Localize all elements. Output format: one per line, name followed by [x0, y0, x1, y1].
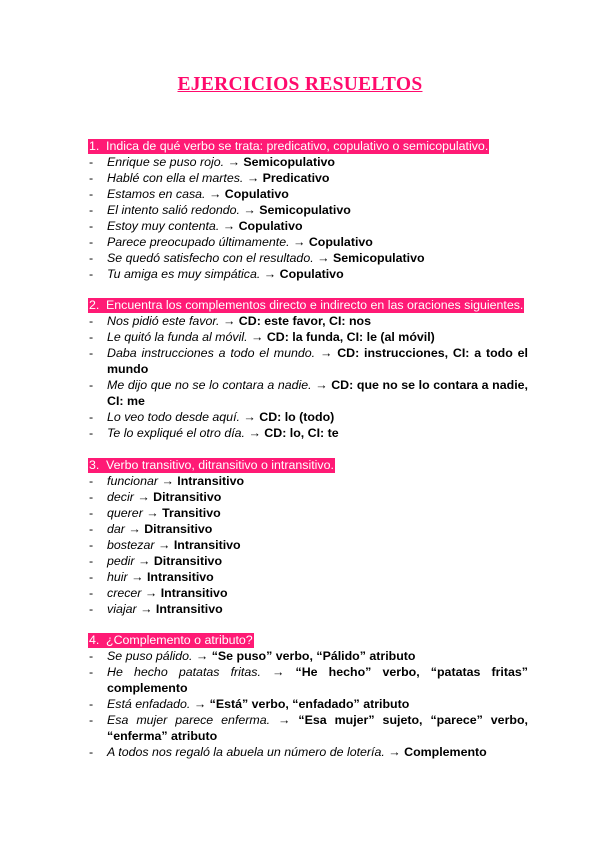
- answer: Semicopulativo: [243, 155, 335, 169]
- example-sentence: A todos nos regaló la abuela un número de lotería.: [107, 745, 385, 759]
- answer: CD: este favor, CI: nos: [238, 314, 371, 328]
- list-item: [88, 329, 528, 345]
- example-sentence: Parece preocupado últimamente.: [107, 235, 290, 249]
- arrow-icon: →: [263, 267, 277, 281]
- list-item: [88, 601, 528, 617]
- example-sentence: Hablé con ella el martes.: [107, 171, 244, 185]
- arrow-icon: →: [138, 554, 151, 568]
- arrow-icon: →: [140, 602, 153, 616]
- answer: Copulativo: [279, 267, 344, 281]
- example-sentence: Me dijo que no se lo contara a nadie.: [107, 378, 312, 392]
- example-sentence: bostezar: [107, 538, 155, 552]
- arrow-icon: →: [137, 490, 150, 504]
- arrow-icon: →: [195, 649, 209, 663]
- example-sentence: El intento salió redondo.: [107, 203, 240, 217]
- arrow-icon: →: [128, 522, 141, 536]
- list-item: [88, 154, 528, 170]
- example-sentence: huir: [107, 570, 128, 584]
- arrow-icon: →: [272, 665, 285, 679]
- section-heading: [88, 297, 528, 313]
- list-item: [88, 537, 528, 553]
- answer: Semicopulativo: [332, 251, 425, 265]
- section-title: Indica de qué verbo se trata: predicativo, copulativo o semicopulativo.: [106, 139, 489, 153]
- example-sentence: Te lo expliqué el otro día.: [107, 426, 245, 440]
- list-item: [88, 585, 528, 601]
- section-number: 1.: [89, 139, 100, 153]
- arrow-icon: →: [317, 251, 330, 265]
- answer: CD: lo, CI: te: [264, 426, 339, 440]
- arrow-icon: →: [315, 378, 328, 392]
- section-title: Verbo transitivo, ditransitivo o intransitivo.: [106, 458, 334, 472]
- section-title: Encuentra los complementos directo e indirecto en las oraciones siguientes.: [106, 298, 524, 312]
- list-item: [88, 664, 528, 696]
- answer: CD: instrucciones, CI: a todo el mundo: [107, 346, 528, 376]
- answer: “Se puso” verbo, “Pálido” atributo: [211, 649, 416, 663]
- arrow-icon: →: [292, 235, 306, 249]
- list-item: [88, 250, 528, 266]
- answer: CD: que no se lo contara a nadie, CI: me: [107, 378, 528, 408]
- answer: “He hecho” verbo, “patatas fritas” complemento: [107, 665, 528, 695]
- example-sentence: querer: [107, 506, 143, 520]
- answer: Intransitivo: [160, 586, 228, 600]
- example-sentence: pedir: [107, 554, 135, 568]
- example-sentence: Se puso pálido.: [107, 649, 193, 663]
- list-item: [88, 218, 528, 234]
- section-number: 2.: [89, 298, 100, 312]
- arrow-icon: →: [161, 474, 174, 488]
- section-4: [88, 632, 528, 760]
- arrow-icon: →: [144, 586, 158, 600]
- arrow-icon: →: [319, 346, 333, 360]
- answer: CD: lo (todo): [259, 410, 335, 424]
- answer: “Está” verbo, “enfadado” atributo: [209, 697, 410, 711]
- example-sentence: viajar: [107, 602, 137, 616]
- list-item: [88, 569, 528, 585]
- example-sentence: Daba instrucciones a todo el mundo.: [107, 346, 316, 360]
- example-sentence: Esa mujer parece enferma.: [107, 713, 271, 727]
- exercise-list: [88, 473, 528, 617]
- example-sentence: Tu amiga es muy simpática.: [107, 267, 261, 281]
- answer: Ditransitivo: [144, 522, 213, 536]
- arrow-icon: →: [222, 219, 236, 233]
- list-item: [88, 409, 528, 425]
- list-item: [88, 313, 528, 329]
- example-sentence: He hecho patatas fritas.: [107, 665, 261, 679]
- list-item: [88, 521, 528, 537]
- section-number: 4.: [89, 633, 100, 647]
- arrow-icon: →: [157, 538, 171, 552]
- answer: Intransitivo: [155, 602, 223, 616]
- example-sentence: Estamos en casa.: [107, 187, 206, 201]
- arrow-icon: →: [248, 426, 261, 440]
- list-item: [88, 553, 528, 569]
- list-item: [88, 234, 528, 250]
- example-sentence: Le quitó la funda al móvil.: [107, 330, 248, 344]
- example-sentence: Está enfadado.: [107, 697, 191, 711]
- list-item: [88, 489, 528, 505]
- arrow-icon: →: [250, 330, 264, 344]
- section-1: [88, 138, 528, 282]
- example-sentence: decir: [107, 490, 134, 504]
- list-item: [88, 744, 528, 760]
- list-item: [88, 425, 528, 441]
- answer: Predicativo: [262, 171, 330, 185]
- section-title: ¿Complemento o atributo?: [106, 633, 253, 647]
- arrow-icon: →: [146, 506, 159, 520]
- answer: Ditransitivo: [153, 554, 223, 568]
- arrow-icon: →: [193, 697, 207, 711]
- answer: Intransitivo: [173, 538, 241, 552]
- list-item: [88, 186, 528, 202]
- list-item: [88, 377, 528, 409]
- section-heading: [88, 138, 528, 154]
- list-item: [88, 648, 528, 664]
- section-heading: [88, 457, 528, 473]
- page-title: EJERCICIOS RESUELTOS: [177, 74, 423, 95]
- example-sentence: Enrique se puso rojo.: [107, 155, 225, 169]
- exercise-list: [88, 313, 528, 441]
- section-2: [88, 297, 528, 441]
- exercise-list: [88, 154, 528, 282]
- list-item: [88, 473, 528, 489]
- list-item: [88, 696, 528, 712]
- arrow-icon: →: [243, 203, 256, 217]
- answer: Semicopulativo: [259, 203, 351, 217]
- example-sentence: Lo veo todo desde aquí.: [107, 410, 240, 424]
- arrow-icon: →: [222, 314, 236, 328]
- answer: Copulativo: [224, 187, 289, 201]
- example-sentence: Se quedó satisfecho con el resultado.: [107, 251, 314, 265]
- arrow-icon: →: [131, 570, 144, 584]
- example-sentence: dar: [107, 522, 125, 536]
- answer: Complemento: [404, 745, 487, 759]
- section-3: [88, 457, 528, 617]
- exercise-list: [88, 648, 528, 760]
- list-item: [88, 266, 528, 282]
- answer: CD: la funda, CI: le (al móvil): [266, 330, 435, 344]
- list-item: [88, 170, 528, 186]
- answer: Transitivo: [162, 506, 221, 520]
- answer: Intransitivo: [177, 474, 245, 488]
- arrow-icon: →: [243, 410, 256, 424]
- answer: Copulativo: [308, 235, 373, 249]
- example-sentence: Nos pidió este favor.: [107, 314, 220, 328]
- list-item: [88, 345, 528, 377]
- arrow-icon: →: [227, 155, 240, 169]
- list-item: [88, 202, 528, 218]
- example-sentence: Estoy muy contenta.: [107, 219, 220, 233]
- list-item: [88, 712, 528, 744]
- arrow-icon: →: [208, 187, 222, 201]
- answer: Copulativo: [238, 219, 303, 233]
- arrow-icon: →: [388, 745, 401, 759]
- arrow-icon: →: [246, 171, 260, 185]
- list-item: [88, 505, 528, 521]
- example-sentence: crecer: [107, 586, 142, 600]
- section-number: 3.: [89, 458, 100, 472]
- answer: “Esa mujer” sujeto, “parece” verbo, “enferma” atributo: [107, 713, 528, 743]
- section-heading: [88, 632, 528, 648]
- answer: Intransitivo: [146, 570, 214, 584]
- example-sentence: funcionar: [107, 474, 158, 488]
- answer: Ditransitivo: [153, 490, 222, 504]
- arrow-icon: →: [278, 713, 291, 727]
